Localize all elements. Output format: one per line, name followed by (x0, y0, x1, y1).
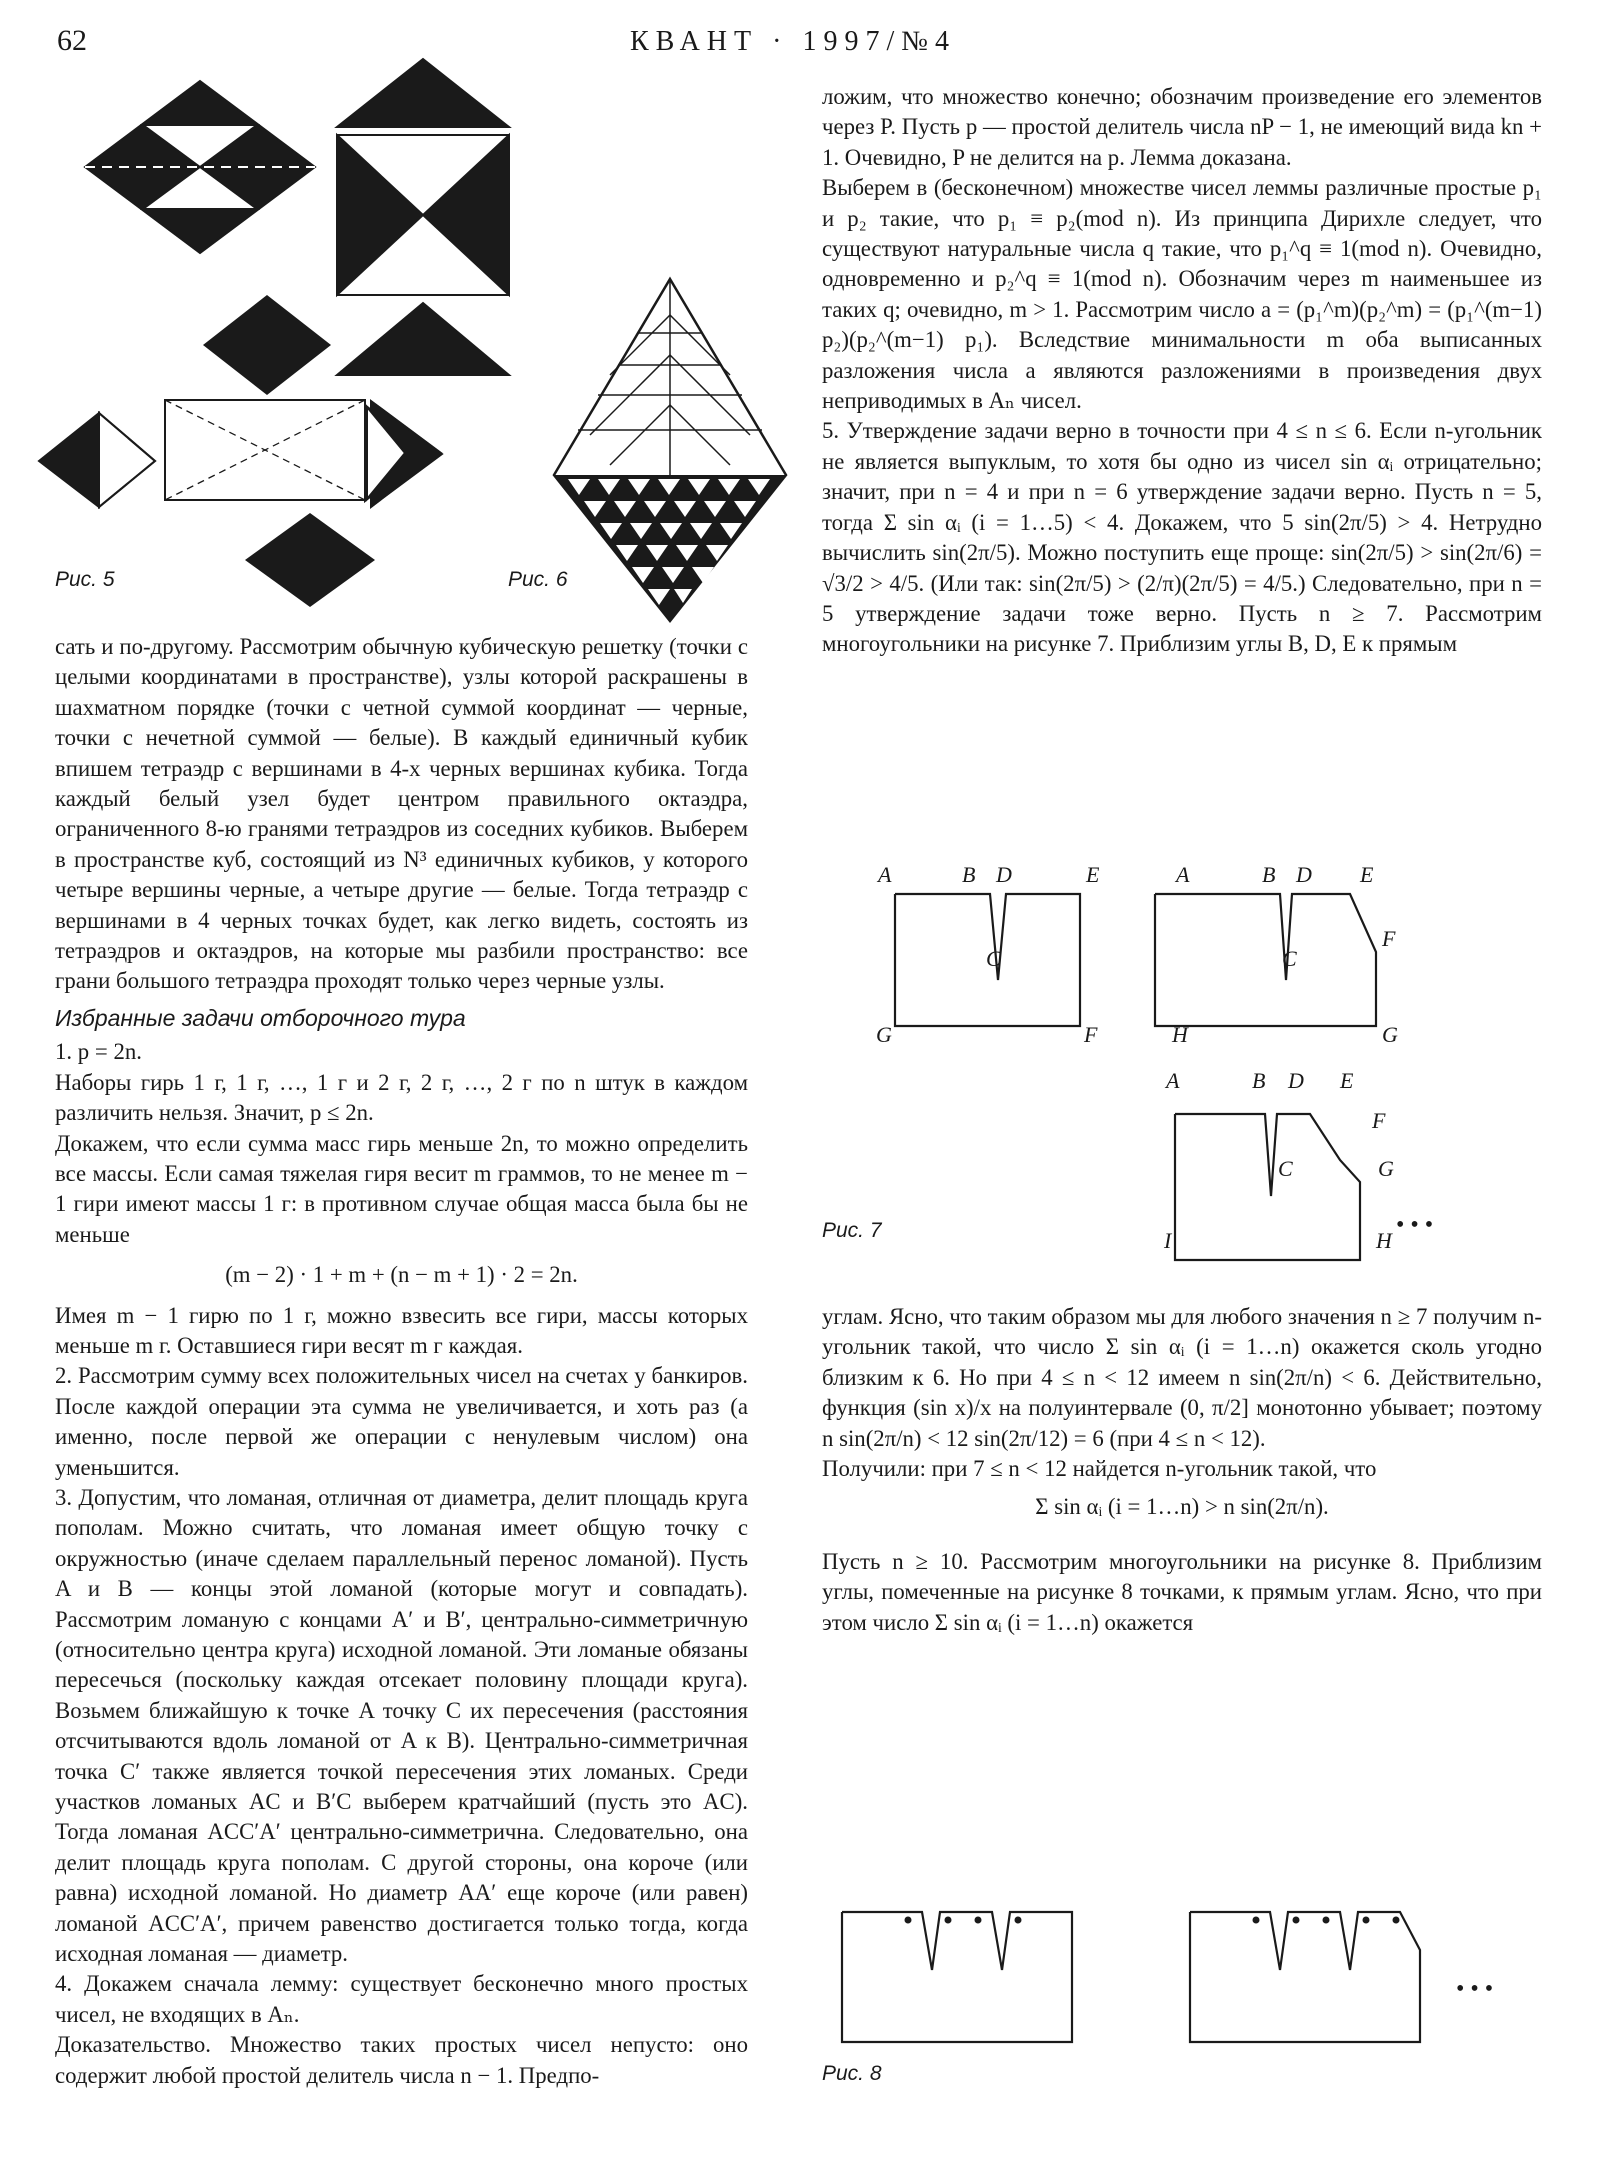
figure-6 (550, 275, 790, 625)
fig7-label: F (1382, 926, 1396, 951)
fig5-diamond-bottom-right (245, 513, 375, 607)
fig7-label: B (1262, 862, 1276, 887)
fig7-label: D (996, 862, 1012, 887)
fig7-label: C (1282, 946, 1297, 971)
left-paragraph-1: сать и по-другому. Рассмотрим обычную кубическую решетку (точки с целыми координатами в пространстве), узлы которой раскрашены в шахматном порядке (точки с четной суммой координат — черные, точки с нечетной суммой — белые). В каждый единичный кубик впишем тетраэдр с вершинами в 4-х черных вершинах кубика. Тогда каждый белый узел будет центром правильного октаэдра, ограниченного 8-ю гранями тетраэдров из соседних кубиков. Выберем в пространстве куб, состоящий из N³ единичных кубиков, у которого четыре вершины черные, а четыре другие — белые. Тогда тетраэдр с вершинами в 4 черных точках будет, как легко видеть, состоять из тетраэдров и октаэдров, на которые мы разбили пространство: все грани большого тетраэдра проходят только через черные узлы. (55, 634, 748, 994)
left-paragraph-7: 3. Допустим, что ломаная, отличная от диаметра, делит площадь круга пополам. Можно считать, что ломаная имеет общую точку с окружностью (иначе сделаем параллельный перенос ломаной). Пусть A и B — концы этой ломаной (которые могут и совпадать). Рассмотрим ломаную с концами A′ и B′, центрально-симметричную (относительно центра круга) исходной ломаной. Эти ломаные обязаны пересечься (поскольку каждая отсекает половину площади круга). Возьмем ближайшую к точке A точку C их пересечения (расстояния отсчитываются вдоль ломаной от A к B). Центрально-симметричная точка C′ также является точкой пересечения этих ломаных. Среди участков ломаных AC и B′C выберем кратчайший (пусть это AC). Тогда ломаная ACC′A′ центрально-симметрична. Следовательно, она делит площадь круга пополам. С другой стороны, она короче (или равна) исходной ломаной. Но диаметр AA′ еще короче (или равен) ломаной ACC′A′, причем равенство достигается только тогда, когда исходная ломаная — диаметр. (55, 1484, 748, 1967)
fig7-label: I (1164, 1228, 1172, 1253)
figure-5-caption: Рис. 5 (55, 568, 115, 591)
figure-8 (840, 1902, 1540, 2052)
fig7-label: D (1288, 1068, 1304, 1093)
page-number: 62 (57, 24, 87, 57)
fig5-half-diamond-bottom-left (39, 413, 155, 507)
right-column-bottom (822, 1302, 1542, 1638)
figure-7-caption: Рис. 7 (822, 1219, 882, 1242)
right-paragraph-2: Выберем в (бесконечном) множестве чисел леммы различные простые p₁ и p₂ такие, что p₁ ≡ p₂(mod n). Из принципа Дирихле следует, что существуют натуральные числа q такие, что p₁^q ≡ 1(mod n). Очевидно, одновременно и p₂^q ≡ 1(mod n). Обозначим через m наименьшее из таких q; очевидно, m > 1. Рассмотрим число a = (p₁^m)(p₂^m) = (p₁^(m−1) p₂)(p₂^(m−1) p₁). Вследствие минимальности m оба выписанных разложения числа a являются разложениями в произведения двух неприводимых в Aₙ чисел. (822, 175, 1542, 414)
fig7-label: H (1172, 1022, 1188, 1047)
left-paragraph-3: Наборы гирь 1 г, 1 г, …, 1 г и 2 г, 2 г, …, 2 г по n штук в каждом различить нельзя. Значит, p ≤ 2n. (55, 1069, 748, 1126)
fig7-label: B (962, 862, 976, 887)
left-paragraph-9: Доказательство. Множество таких простых чисел непусто: оно содержит любой простой делитель числа n − 1. Предпо- (55, 2032, 748, 2088)
fig7-label: G (1378, 1156, 1394, 1181)
fig6-shaded-triangles (554, 475, 786, 621)
right-column-top (822, 82, 1542, 660)
fig7-label: C (986, 946, 1001, 971)
left-column (55, 632, 748, 2091)
fig7-label: H (1376, 1228, 1392, 1253)
fig7-label: E (1340, 1068, 1354, 1093)
fig7-label: B (1252, 1068, 1266, 1093)
journal-title: КВАНТ · 1997/№4 (630, 26, 956, 57)
fig7-ellipsis: • • • (1396, 1212, 1434, 1238)
left-paragraph-6: 2. Рассмотрим сумму всех положительных чисел на счетах у банкиров. После каждой операции эта сумма не увеличивается, и хоть раз (а именно, после первой же операции с ненулевым числом) она уменьшится. (55, 1363, 748, 1480)
fig7-label: E (1360, 862, 1374, 887)
fig7-label: D (1296, 862, 1312, 887)
fig7-label: A (1176, 862, 1190, 887)
figure-7 (840, 860, 1540, 1280)
section-heading: Избранные задачи отборочного тура (55, 1004, 466, 1031)
fig8-polygon-2 (1190, 1912, 1420, 2042)
fig5-octahedron-top-right (337, 59, 509, 375)
fig7-label: F (1084, 1022, 1098, 1047)
right-paragraph-4: углам. Ясно, что таким образом мы для любого значения n ≥ 7 получим n-угольник такой, что число Σ sin αᵢ (i = 1…n) окажется сколь угодно близким к 6. Но при 4 ≤ n < 12 имеем n sin(2π/n) < 6. Действительно, функция (sin x)/x на полуинтервале (0, π/2] монотонно убывает; поэтому n sin(2π/n) < 12 sin(2π/12) = 6 (при 4 ≤ n < 12). (822, 1304, 1542, 1451)
fig8-polygon-1 (842, 1912, 1072, 2042)
figure-6-caption: Рис. 6 (508, 568, 568, 591)
left-equation-1: (m − 2) · 1 + m + (n − m + 1) · 2 = 2n. (225, 1262, 578, 1288)
right-paragraph-6: Пусть n ≥ 10. Рассмотрим многоугольники на рисунке 8. Приблизим углы, помеченные на рисунке 8 точками, к прямым углам. Ясно, что при этом число Σ sin αᵢ (i = 1…n) окажется (822, 1548, 1542, 1635)
figure-5 (45, 45, 605, 605)
fig5-half-diamond-right (365, 401, 442, 507)
fig5-rectangle (165, 400, 365, 500)
right-paragraph-5: Получили: при 7 ≤ n < 12 найдется n-угольник такой, что (822, 1456, 1377, 1482)
fig7-label: A (1166, 1068, 1180, 1093)
fig7-polygon-2 (1155, 894, 1376, 1026)
fig7-label: G (876, 1022, 892, 1047)
fig7-label: G (1382, 1022, 1398, 1047)
right-paragraph-3: 5. Утверждение задачи верно в точности при 4 ≤ n ≤ 6. Если n-угольник не является выпуклым, то хотя бы одно из чисел sin αᵢ отрицательно; значит, при n = 4 и при n = 6 утверждение задачи верно. Пусть n = 5, тогда Σ sin αᵢ (i = 1…5) < 4. Докажем, что 5 sin(2π/5) > 4. Нетрудно вычислить sin(2π/5). Можно поступить еще проще: sin(2π/5) > sin(2π/6) = √3/2 > 4/5. (Или так: sin(2π/5) > (2/π)(2π/5) = 4/5.) Следовательно, при n = 5 утверждение задачи тоже верно. Пусть n ≥ 7. Рассмотрим многоугольники на рисунке 7. Приблизим углы B, D, E к прямым (822, 418, 1542, 657)
fig5-octahedron-top-left (85, 81, 315, 253)
right-equation-1: Σ sin αᵢ (i = 1…n) > n sin(2π/n). (1035, 1494, 1329, 1520)
right-paragraph-1: ложим, что множество конечно; обозначим произведение его элементов через P. Пусть p — простой делитель числа nP − 1, не имеющий вида kn + 1. Очевидно, P не делится на p. Лемма доказана. (822, 84, 1542, 170)
left-paragraph-4: Докажем, что если сумма масс гирь меньше 2n, то можно определить все массы. Если самая тяжелая гиря весит m граммов, то не менее m − 1 гири имеют массы 1 г: в противном случае общая масса была бы не меньше (55, 1130, 748, 1247)
fig7-label: A (878, 862, 892, 887)
fig7-label: F (1372, 1108, 1386, 1133)
left-paragraph-8: 4. Докажем сначала лемму: существует бесконечно много простых чисел, не входящих в Aₙ. (55, 1971, 748, 2027)
fig7-label: E (1086, 862, 1100, 887)
fig8-ellipsis: • • • (1456, 1976, 1494, 2002)
fig7-label: C (1278, 1156, 1293, 1181)
figure-8-caption: Рис. 8 (822, 2062, 882, 2085)
fig8-corner-dots (905, 1917, 1400, 1924)
left-paragraph-5: Имея m − 1 гирю по 1 г, можно взвесить все гири, массы которых меньше m г. Оставшиеся гири весят m г каждая. (55, 1302, 748, 1358)
left-paragraph-2: 1. p = 2n. (55, 1039, 142, 1065)
fig5-diamond-mid-left (203, 295, 331, 395)
fig7-polygon-3 (1175, 1114, 1360, 1260)
